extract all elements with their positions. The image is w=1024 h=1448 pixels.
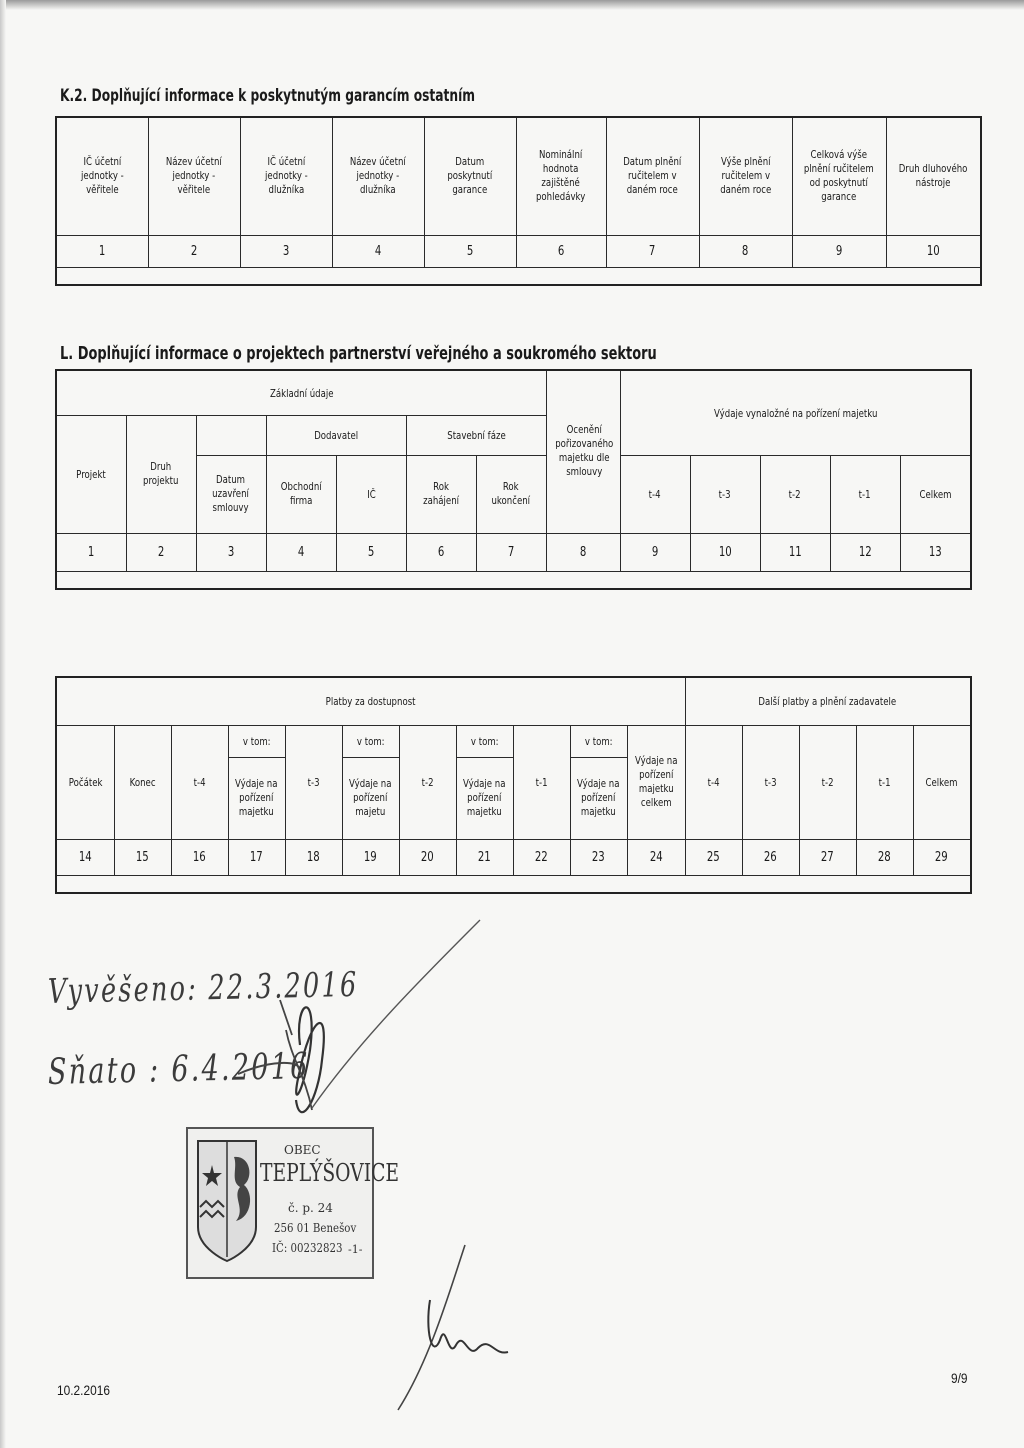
platby-t1: t-1 <box>513 725 570 839</box>
platby-column-number: 14 <box>56 839 114 875</box>
platby-vydaje-majetku: Výdaje na pořízení majetku <box>456 757 513 839</box>
dalsi-celkem: Celkem <box>913 725 971 839</box>
handwritten-vyveseno: Vyvěšeno: 22.3.2016 <box>47 964 359 1012</box>
l-column-number: 9 <box>620 533 690 571</box>
k2-column-number: 9 <box>792 235 886 267</box>
l-rok-ukonceni: Rok ukončení <box>476 455 546 533</box>
platby-v-tom: v tom: <box>456 725 513 757</box>
k2-column-number: 8 <box>699 235 792 267</box>
l-obchodni-firma: Obchodní firma <box>266 455 336 533</box>
platby-vydaje-majetku: Výdaje na pořízení majetku <box>570 757 627 839</box>
k2-header-cell: Nominální hodnota zajištěné pohledávky <box>516 117 606 235</box>
l-t1: t-1 <box>830 455 900 533</box>
platby-column-number: 21 <box>456 839 513 875</box>
footer-date: 10.2.2016 <box>57 1382 110 1398</box>
platby-v-tom: v tom: <box>570 725 627 757</box>
l-column-number: 2 <box>126 533 196 571</box>
k2-header-cell: Datum plnění ručitelem v daném roce <box>606 117 699 235</box>
l-column-number: 12 <box>830 533 900 571</box>
l-vydaje: Výdaje vynaložné na pořízení majetku <box>620 370 971 455</box>
dalsi-platby: Další platby a plnění zadavatele <box>685 677 971 725</box>
platby-v-tom: v tom: <box>228 725 285 757</box>
l-t4: t-4 <box>620 455 690 533</box>
l-druh-projektu: Druh projektu <box>126 415 196 533</box>
dalsi-t3: t-3 <box>742 725 799 839</box>
l-t2: t-2 <box>760 455 830 533</box>
platby-column-number: 17 <box>228 839 285 875</box>
platby-t4: t-4 <box>171 725 228 839</box>
stamp-suffix: -1- <box>348 1243 363 1256</box>
l-rok-zahajeni: Rok zahájení <box>406 455 476 533</box>
platby-column-number: 22 <box>513 839 570 875</box>
platby-column-number: 16 <box>171 839 228 875</box>
k2-header-cell: Název účetní jednotky - věřitele <box>148 117 240 235</box>
l-column-number: 3 <box>196 533 266 571</box>
signature-stroke <box>238 1063 300 1074</box>
k2-header-cell: IČ účetní jednotky - dlužníka <box>240 117 332 235</box>
signature-stroke <box>312 920 480 1108</box>
municipal-stamp <box>186 1127 400 1279</box>
k2-header-cell: Výše plnění ručitelem v daném roce <box>699 117 792 235</box>
platby-column-number: 19 <box>342 839 399 875</box>
l-t3: t-3 <box>690 455 760 533</box>
footer-page-number: 9/9 <box>951 1370 968 1386</box>
l-column-number: 6 <box>406 533 476 571</box>
platby-column-number: 26 <box>742 839 799 875</box>
coat-of-arms-icon <box>196 1137 258 1265</box>
platby-column-number: 29 <box>913 839 971 875</box>
l-section-title: L. Doplňující informace o projektech partnerství veřejného a soukromého sektoru <box>60 343 657 364</box>
k2-column-number: 10 <box>886 235 981 267</box>
l-column-number: 1 <box>56 533 126 571</box>
l-column-number: 11 <box>760 533 830 571</box>
l-column-number: 8 <box>546 533 620 571</box>
platby-vydaje-majetu: Výdaje na pořízení majetu <box>342 757 399 839</box>
k2-column-number: 2 <box>148 235 240 267</box>
l-ic: IČ <box>336 455 406 533</box>
k2-column-number: 5 <box>424 235 516 267</box>
l-column-number: 4 <box>266 533 336 571</box>
l-celkem: Celkem <box>900 455 971 533</box>
platby-v-tom: v tom: <box>342 725 399 757</box>
l-projekt: Projekt <box>56 415 126 533</box>
k2-header-cell: Celková výše plnění ručitelem od poskytnutí garance <box>792 117 886 235</box>
signature-stroke <box>428 1300 508 1353</box>
platby-column-number: 20 <box>399 839 456 875</box>
platby-vydaje-majetku: Výdaje na pořízení majetku <box>228 757 285 839</box>
l-column-number: 13 <box>900 533 971 571</box>
platby-column-number: 15 <box>114 839 171 875</box>
stamp-cp: č. p. 24 <box>288 1201 333 1215</box>
l-oceneni: Ocenění pořizovaného majetku dle smlouvy <box>546 370 620 533</box>
platby-vydaje-celkem: Výdaje na pořízení majetku celkem <box>627 725 685 839</box>
k2-header-cell: IČ účetní jednotky - věřitele <box>56 117 148 235</box>
platby-t2: t-2 <box>399 725 456 839</box>
stamp-ic: IČ: 00232823 <box>272 1241 343 1255</box>
stamp-name: TEPLÝŠOVICE <box>260 1159 400 1187</box>
l-column-number: 7 <box>476 533 546 571</box>
k2-column-number: 7 <box>606 235 699 267</box>
platby-column-number: 27 <box>799 839 856 875</box>
platby-column-number: 25 <box>685 839 742 875</box>
k2-header-cell: Název účetní jednotky - dlužníka <box>332 117 424 235</box>
dalsi-t2: t-2 <box>799 725 856 839</box>
l-column-number: 10 <box>690 533 760 571</box>
k2-column-number: 3 <box>240 235 332 267</box>
k2-column-number: 4 <box>332 235 424 267</box>
platby-column-number: 24 <box>627 839 685 875</box>
platby-column-number: 23 <box>570 839 627 875</box>
k2-section-title: K.2. Doplňující informace k poskytnutým garancím ostatním <box>60 86 476 106</box>
stamp-address: 256 01 Benešov <box>274 1221 357 1235</box>
stamp-obec: OBEC <box>284 1143 321 1157</box>
k2-column-number: 6 <box>516 235 606 267</box>
dalsi-t1: t-1 <box>856 725 913 839</box>
platby-za-dostupnost: Platby za dostupnost <box>56 677 685 725</box>
k2-header-cell: Datum poskytnutí garance <box>424 117 516 235</box>
l-datum: Datum uzavření smlouvy <box>196 455 266 533</box>
platby-column-number: 18 <box>285 839 342 875</box>
k2-header-cell: Druh dluhového nástroje <box>886 117 981 235</box>
handwritten-sejmuto: Sňato : 6.4.2016 <box>47 1045 310 1093</box>
platby-konec: Konec <box>114 725 171 839</box>
l-column-number: 5 <box>336 533 406 571</box>
platby-pocatek: Počátek <box>56 725 114 839</box>
platby-column-number: 28 <box>856 839 913 875</box>
l-stavebni-faze: Stavební fáze <box>406 415 546 455</box>
l-zakladni-udaje: Základní údaje <box>56 370 546 415</box>
k2-column-number: 1 <box>56 235 148 267</box>
dalsi-t4: t-4 <box>685 725 742 839</box>
l-dodavatel: Dodavatel <box>266 415 406 455</box>
signature-stroke <box>398 1245 465 1410</box>
platby-t3: t-3 <box>285 725 342 839</box>
